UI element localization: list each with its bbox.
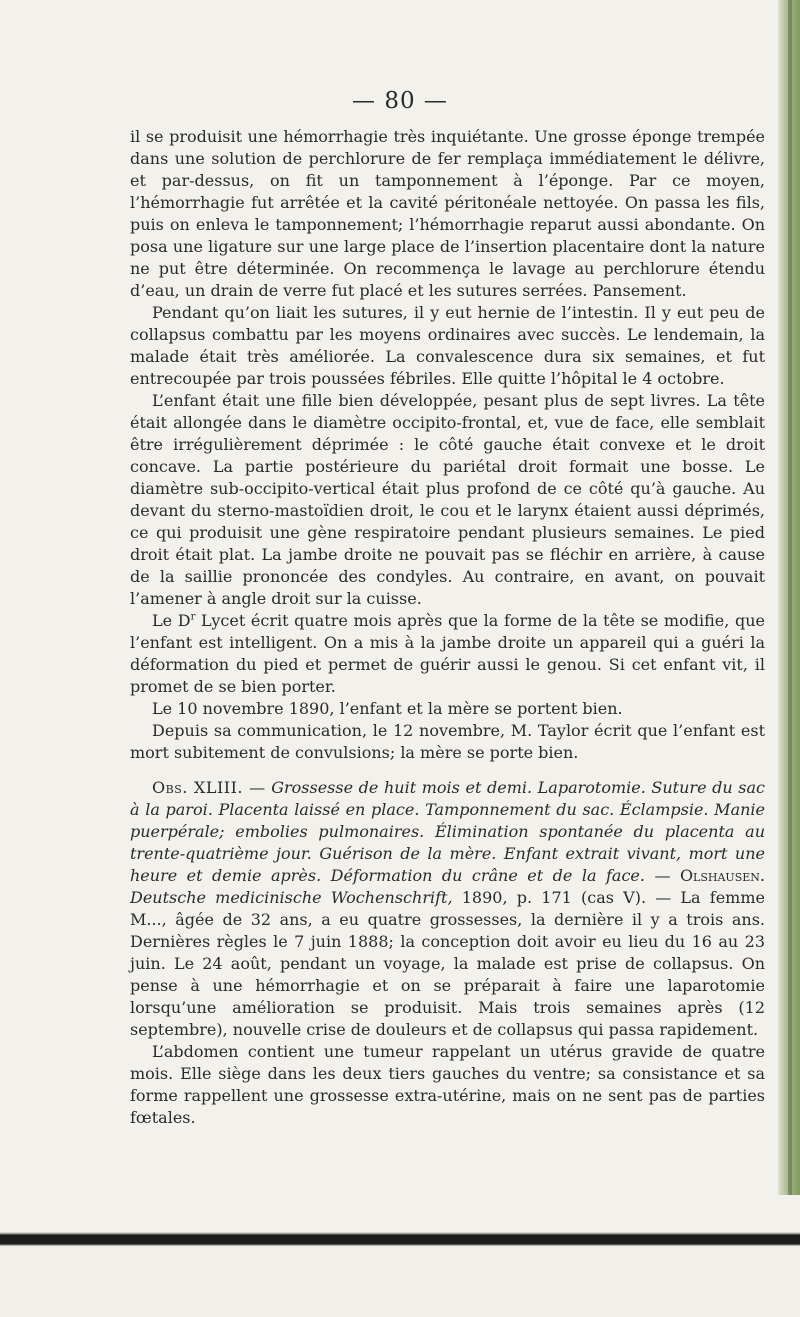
page-edge-line <box>788 0 792 1317</box>
paragraph: il se produisit une hémorrhagie très inquiétante. Une grosse éponge trempée dans une solution de perchlorure de fer remplaça immédiatement le délivre, et par-dessus, on fit un tamponnement à l’éponge. Par ce moyen, l’hémorrhagie fut arrêtée et la cavité péritonéale nettoyée. On passa les fils, puis on enleva le tamponnement; l’hémorrhagie reparut aussi abondante. On posa une ligature sur une large place de l’insertion placentaire dont la nature ne put être déterminée. On recommença le lavage au perchlorure étendu d’eau, un drain de verre fut placé et les sutures serrées. Pansement. <box>130 127 765 300</box>
paragraph: L’abdomen contient une tumeur rappelant un utérus gravide de quatre mois. Elle siège dans les deux tiers gauches du ventre; sa consistance et sa forme rappellent une grossesse extra-utérine, mais on ne sent pas de parties fœtales. <box>130 1042 765 1127</box>
page-number: — 80 — <box>352 88 448 114</box>
paragraph: Pendant qu’on liait les sutures, il y eut hernie de l’intestin. Il y eut peu de collapsus combattu par les moyens ordinaires avec succès. Le lendemain, la malade était très améliorée. La convalescence dura six semaines, et fut entrecoupée par trois poussées fébriles. Elle quitte l’hôpital le 4 octobre. <box>130 303 765 388</box>
separator: . <box>759 866 765 885</box>
paragraph: Depuis sa communication, le 12 novembre, M. Taylor écrit que l’enfant est mort subitement de convulsions; la mère se porte bien. <box>130 721 765 762</box>
journal-title: Deutsche medicinische Wochenschrift, <box>130 888 453 907</box>
observation-author: Olshausen <box>679 866 760 885</box>
superscript: r <box>190 611 196 623</box>
paragraph: L’enfant était une fille bien développée, pesant plus de sept livres. La tête était allongée dans le diamètre occipito-frontal, et, vue de face, elle semblait être irrégulièrement déprimée : le côté gauche était convexe et le droit concave. La partie postérieure du pariétal droit formait une bosse. Le diamètre sub-occipito-vertical était plus profond de ce côté qu’à gauche. Au devant du sterno-mastoïdien droit, le cou et le larynx étaient aussi déprimés, ce qui produisit une gène respiratoire pendant plusieurs semaines. Le pied droit était plat. La jambe droite ne pouvait pas se fléchir en arrière, à cause de la saillie prononcée des condyles. Au contraire, en avant, on pouvait l’amener à angle droit sur la cuisse. <box>130 391 765 608</box>
observation-text: 1890, p. 171 (cas V). — La femme M..., âgée de 32 ans, a eu quatre grossesses, la dernière il y a trois ans. Dernières règles le 7 juin 1888; la conception doit avoir eu lieu du 16 au 23 juin. Le 24 août, pendant un voyage, la malade est prise de collapsus. On pense à une hémorrhagie et on se préparait à faire une laparotomie lorsqu’une amélioration se produisit. Mais trois semaines après (12 septembre), nouvelle crise de douleurs et de collapsus qui passa rapidement. <box>130 888 765 1039</box>
scan-bottom-band <box>0 1195 800 1317</box>
observation-paragraph <box>130 777 765 1041</box>
observation-title: Grossesse de huit mois et demi. Laparotomie. Suture du sac à la paroi. Placenta laissé en place. Tamponnement du sac. Éclampsie. Manie puerpérale; embolies pulmonaires. Élimination spontanée du placenta au trente-quatrième jour. Guérison de la mère. Enfant extrait vivant, mort une heure et demie après. Déformation du crâne et de la face. <box>130 778 765 885</box>
observation-label: Obs. XLIII. — <box>152 778 266 797</box>
separator: — <box>644 866 680 885</box>
paragraph-text: Le D <box>152 611 191 630</box>
body-text <box>130 126 765 1129</box>
paragraph-text: Lycet écrit quatre mois après que la forme de la tête se modifie, que l’enfant est intelligent. On a mis à la jambe droite un appareil qui a guéri la déformation du pied et permet de guérir aussi le genou. Si cet enfant vit, il promet de se bien porter. <box>130 611 765 696</box>
paragraph <box>130 610 765 698</box>
paragraph: Le 10 novembre 1890, l’enfant et la mère se portent bien. <box>152 699 623 718</box>
